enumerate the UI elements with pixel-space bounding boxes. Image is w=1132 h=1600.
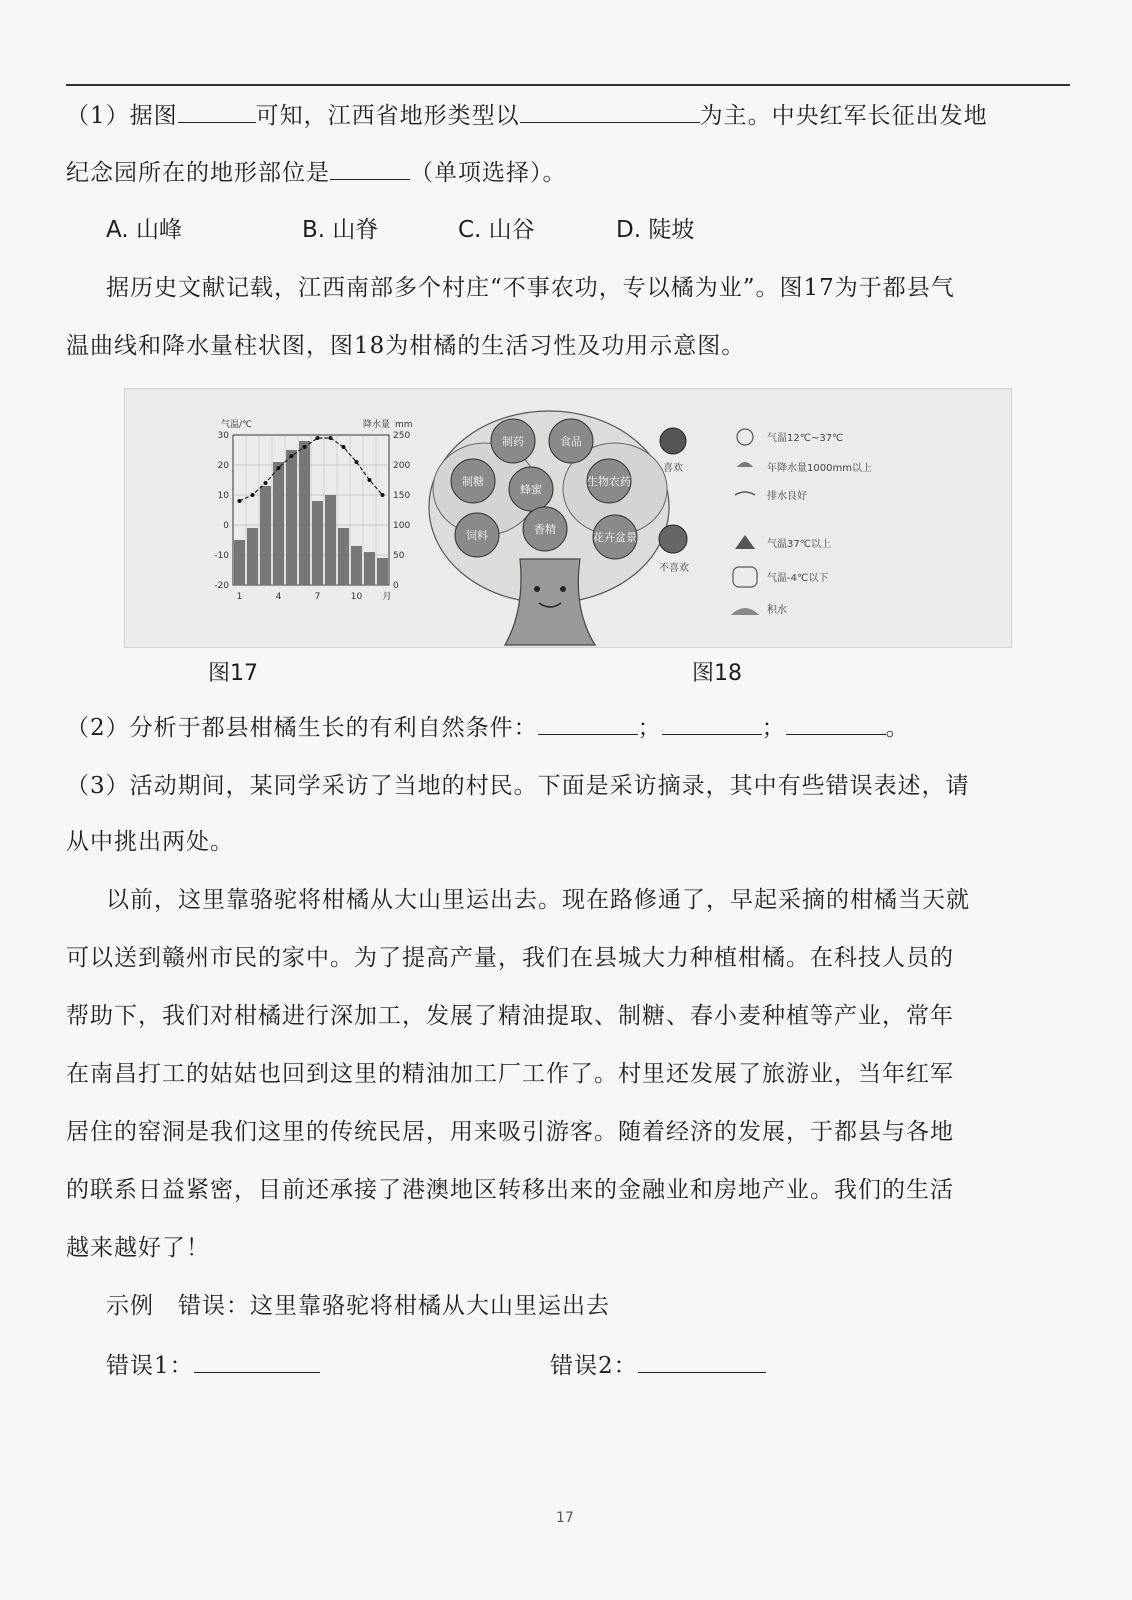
q1-text-e: （单项选择）。 bbox=[410, 160, 567, 186]
precip-tick-label: 200 bbox=[393, 461, 411, 471]
answer-1 bbox=[106, 1350, 320, 1382]
precip-bar bbox=[260, 486, 271, 585]
precip-tick-label: 150 bbox=[393, 491, 411, 501]
temp-point bbox=[251, 493, 255, 497]
temp-axis-label: 气温/℃ bbox=[221, 420, 253, 430]
passage-line: 帮助下，我们对柑橘进行深加工，发展了精油提取、制糖、春小麦种植等产业，常年 bbox=[66, 1003, 954, 1029]
favor-item-3: 排水良好 bbox=[767, 491, 807, 502]
dislike-label: 不喜欢 bbox=[659, 563, 689, 574]
q1-text-d: 纪念园所在的地形部位是 bbox=[66, 160, 330, 186]
intro-line1: 据历史文献记载，江西南部多个村庄“不事农功，专以橘为业”。图17为于都县气 bbox=[106, 275, 955, 301]
intro-line2: 温曲线和降水量柱状图，图18为柑橘的生活习性及功用示意图。 bbox=[66, 333, 746, 359]
passage-line: 可以送到赣州市民的家中。为了提高产量，我们在县城大力种植柑橘。在科技人员的 bbox=[66, 945, 954, 971]
precip-tick-label: 0 bbox=[393, 581, 399, 591]
q3-line2: 从中挑出两处。 bbox=[66, 829, 234, 855]
month-tick-label: 1 bbox=[236, 592, 243, 602]
dislike-item-3: 积水 bbox=[767, 605, 787, 616]
waterlog-icon bbox=[731, 608, 759, 615]
precip-bar bbox=[286, 450, 297, 585]
option-a: A. 山峰 bbox=[106, 217, 182, 243]
happy-orange-icon bbox=[660, 428, 686, 454]
precip-tick-label: 100 bbox=[393, 521, 411, 531]
fruit-label: 花卉盆景 bbox=[593, 531, 637, 544]
temp-point bbox=[342, 445, 346, 449]
trunk-eye bbox=[534, 586, 540, 592]
temp-tick-label: 30 bbox=[217, 431, 229, 441]
q2-end: 。 bbox=[885, 715, 910, 741]
sad-orange-icon bbox=[659, 525, 687, 553]
caption-fig18: 图18 bbox=[692, 661, 742, 686]
figure-panel bbox=[124, 388, 1012, 648]
passage-line: 在南昌打工的姑姑也回到这里的精油加工厂工作了。村里还发展了旅游业，当年红军 bbox=[66, 1061, 954, 1087]
header-rule bbox=[66, 84, 1070, 86]
temp-point bbox=[329, 436, 333, 440]
q1-text-c: 为主。中央红军长征出发地 bbox=[699, 103, 988, 129]
sun-icon bbox=[737, 429, 753, 445]
q2-line bbox=[66, 712, 910, 744]
q1-text-b: 可知，江西省地形类型以 bbox=[255, 103, 520, 129]
q2-text: （2）分析于都县柑橘生长的有利自然条件： bbox=[66, 715, 538, 741]
fruit-label: 制药 bbox=[502, 435, 524, 448]
precip-bar bbox=[234, 540, 245, 585]
figure-svg bbox=[125, 389, 1011, 647]
heat-icon bbox=[735, 535, 755, 549]
temp-point bbox=[381, 493, 385, 497]
month-tick-label: 4 bbox=[275, 592, 282, 602]
temp-point bbox=[290, 454, 294, 458]
precip-axis-label: 降水量 bbox=[363, 420, 391, 430]
climate-chart bbox=[214, 418, 412, 602]
passage-line: 越来越好了！ bbox=[66, 1235, 210, 1261]
fruit-label: 生物农药 bbox=[587, 475, 631, 488]
blank-1c[interactable] bbox=[330, 157, 410, 180]
precip-bar bbox=[273, 462, 284, 585]
temp-point bbox=[316, 436, 320, 440]
favor-item-1: 气温12℃~37℃ bbox=[767, 433, 844, 444]
month-unit-label: 月 bbox=[382, 592, 392, 602]
option-d: D. 陡坡 bbox=[616, 217, 695, 243]
blank-1a[interactable] bbox=[178, 100, 256, 123]
fruit-label: 蜂蜜 bbox=[520, 483, 542, 496]
temp-point bbox=[238, 499, 242, 503]
temp-tick-label: 20 bbox=[217, 461, 229, 471]
blank-2c[interactable] bbox=[786, 712, 886, 735]
drainage-icon bbox=[735, 492, 755, 495]
q1-line2 bbox=[66, 157, 567, 189]
precip-bar bbox=[325, 495, 336, 585]
dislike-item-1: 气温37℃以上 bbox=[767, 539, 831, 550]
option-b: B. 山脊 bbox=[302, 217, 379, 243]
answer-2-label: 错误2： bbox=[550, 1353, 638, 1379]
q2-sep: ； bbox=[761, 715, 786, 741]
precip-unit-label: mm bbox=[395, 420, 413, 430]
precip-bar bbox=[377, 558, 388, 585]
passage-line: 的联系日益紧密，目前还承接了港澳地区转移出来的金融业和房地产业。我们的生活 bbox=[66, 1177, 954, 1203]
cold-icon bbox=[733, 567, 757, 587]
favor-label: 喜欢 bbox=[663, 463, 683, 474]
temp-point bbox=[277, 466, 281, 470]
temp-point bbox=[355, 460, 359, 464]
precip-bar bbox=[247, 528, 258, 585]
example-line: 示例 错误：这里靠骆驼将柑橘从大山里运出去 bbox=[106, 1293, 610, 1319]
fruit-label: 饲料 bbox=[466, 529, 488, 542]
answer-1-label: 错误1： bbox=[106, 1353, 194, 1379]
favor-item-2: 年降水量1000mm以上 bbox=[767, 463, 872, 474]
fruit-label: 制糖 bbox=[462, 475, 484, 488]
trunk-eye bbox=[560, 586, 566, 592]
q1-text-a: （1）据图 bbox=[66, 103, 178, 129]
citrus-tree-diagram bbox=[429, 411, 669, 645]
fruit-label: 食品 bbox=[560, 435, 582, 448]
temp-ticks bbox=[214, 431, 229, 591]
temp-tick-label: 10 bbox=[217, 491, 229, 501]
option-c: C. 山谷 bbox=[458, 217, 535, 243]
precip-bar bbox=[351, 546, 362, 585]
temp-tick-label: -20 bbox=[214, 581, 229, 591]
caption-fig17: 图17 bbox=[208, 661, 258, 686]
answer-1-blank[interactable] bbox=[194, 1350, 320, 1373]
precip-tick-label: 250 bbox=[393, 431, 411, 441]
q1-line1 bbox=[66, 100, 988, 132]
temp-tick-label: 0 bbox=[223, 521, 229, 531]
month-tick-label: 10 bbox=[350, 592, 363, 602]
month-ticks bbox=[237, 591, 392, 602]
month-tick-label: 7 bbox=[314, 592, 321, 602]
dislike-item-2: 气温-4℃以下 bbox=[767, 573, 829, 584]
precip-bar bbox=[312, 501, 323, 585]
q3-line1: （3）活动期间，某同学采访了当地的村民。下面是采访摘录，其中有些错误表述，请 bbox=[66, 773, 970, 799]
passage-line: 以前，这里靠骆驼将柑橘从大山里运出去。现在路修通了，早起采摘的柑橘当天就 bbox=[106, 887, 970, 913]
temp-point bbox=[303, 445, 307, 449]
precip-bar bbox=[338, 528, 349, 585]
passage-line: 居住的窑洞是我们这里的传统民居，用来吸引游客。随着经济的发展，于都县与各地 bbox=[66, 1119, 954, 1145]
rain-icon bbox=[737, 462, 753, 467]
temp-point bbox=[264, 481, 268, 485]
page-number: 17 bbox=[556, 1510, 574, 1526]
precip-tick-label: 50 bbox=[393, 551, 405, 561]
answer-2 bbox=[550, 1350, 766, 1382]
precip-bar bbox=[364, 552, 375, 585]
habit-legend bbox=[659, 428, 872, 616]
temp-tick-label: -10 bbox=[214, 551, 229, 561]
temp-point bbox=[368, 478, 372, 482]
blank-1b[interactable] bbox=[520, 100, 700, 123]
precip-bar bbox=[299, 441, 310, 585]
blank-2a[interactable] bbox=[538, 712, 638, 735]
fruit-label: 香精 bbox=[534, 523, 556, 536]
precip-ticks bbox=[393, 431, 410, 591]
blank-2b[interactable] bbox=[662, 712, 762, 735]
q2-sep: ； bbox=[637, 715, 662, 741]
answer-2-blank[interactable] bbox=[638, 1350, 766, 1373]
